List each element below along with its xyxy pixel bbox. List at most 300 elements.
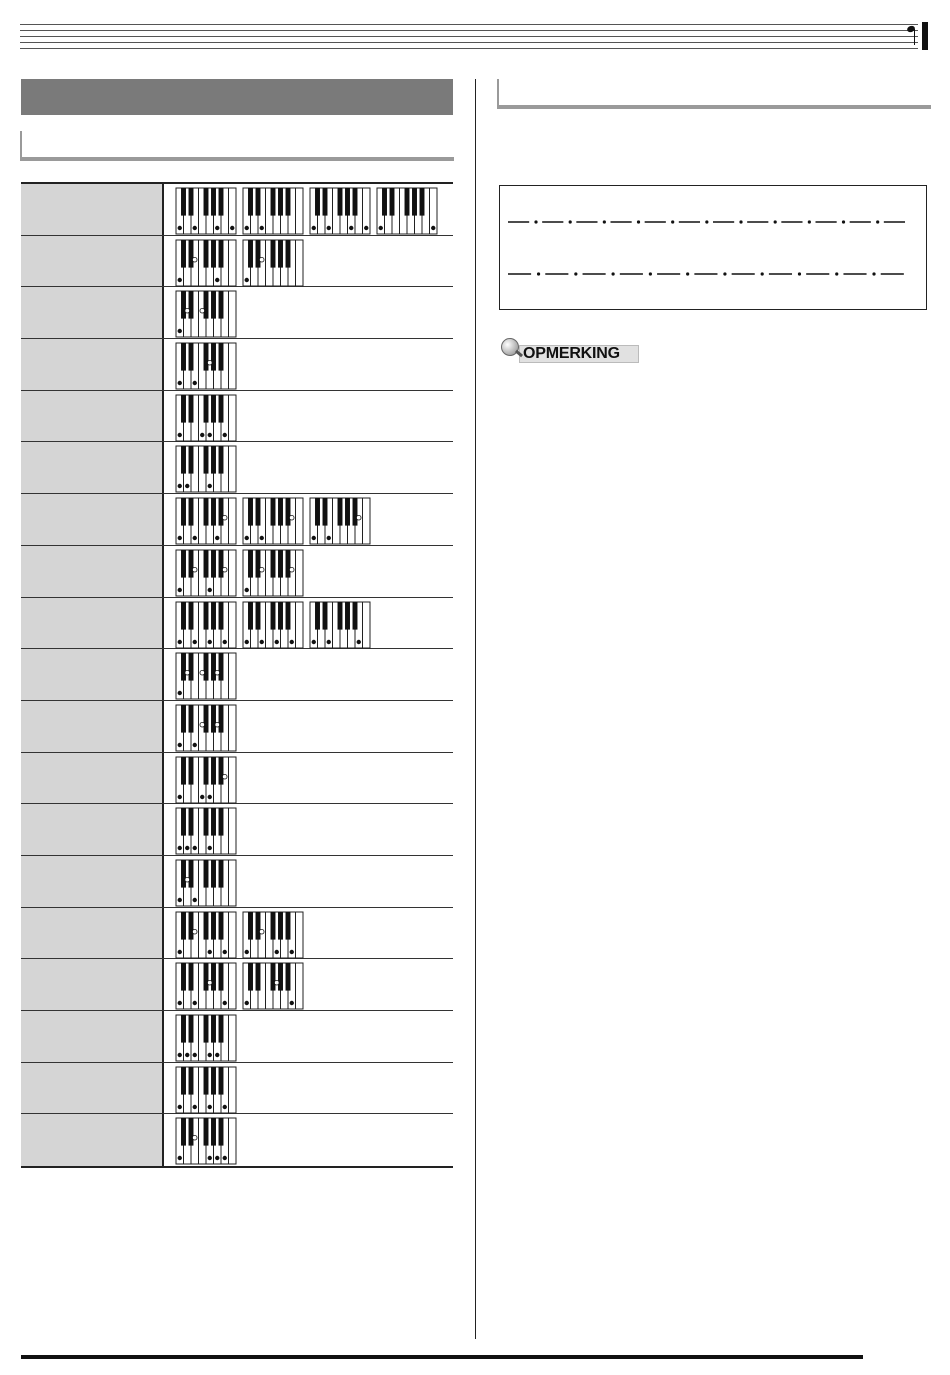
black-key <box>181 757 186 785</box>
finger-dot <box>260 639 264 643</box>
finger-dot-black-key <box>259 929 264 934</box>
finger-dot <box>200 794 204 798</box>
keyboard-diagram <box>175 187 237 235</box>
finger-dot <box>178 1156 182 1160</box>
chord-row <box>21 494 453 546</box>
chord-row <box>21 1011 453 1063</box>
finger-dot <box>312 639 316 643</box>
black-key <box>204 343 209 371</box>
keyboard-diagram <box>175 756 237 804</box>
white-key <box>296 188 304 234</box>
finger-dot <box>223 433 227 437</box>
chord-name-cell <box>21 546 164 597</box>
finger-dot <box>178 949 182 953</box>
keyboard-diagram <box>376 187 438 235</box>
fingering-dot <box>808 220 811 223</box>
finger-dot <box>208 949 212 953</box>
black-key <box>204 1015 209 1043</box>
chord-row <box>21 804 453 856</box>
finger-dot <box>178 381 182 385</box>
fingering-dot <box>774 220 777 223</box>
chord-name-cell <box>21 701 164 752</box>
black-key <box>181 1118 186 1146</box>
white-key <box>363 602 371 648</box>
black-key <box>353 188 358 216</box>
finger-dot <box>178 277 182 281</box>
finger-dot <box>178 846 182 850</box>
chord-name-cell <box>21 856 164 907</box>
black-key <box>211 653 216 681</box>
chord-diagrams-cell <box>164 701 453 752</box>
black-key <box>338 498 343 526</box>
chord-name-cell <box>21 184 164 235</box>
black-key <box>189 498 194 526</box>
fingering-dot <box>574 272 577 275</box>
finger-dot <box>178 691 182 695</box>
chord-diagrams-cell <box>164 959 453 1010</box>
finger-dot-black-key <box>185 877 190 882</box>
chord-name-cell <box>21 804 164 855</box>
finger-dot <box>245 1001 249 1005</box>
chord-row <box>21 1063 453 1115</box>
black-key <box>219 1118 224 1146</box>
fingering-dot <box>723 272 726 275</box>
white-key <box>229 395 237 441</box>
black-key <box>211 860 216 888</box>
black-key <box>211 291 216 319</box>
black-key <box>315 188 320 216</box>
finger-dot <box>178 1104 182 1108</box>
chord-diagrams-cell <box>164 598 453 649</box>
black-key <box>219 188 224 216</box>
chord-table <box>21 182 453 1168</box>
black-key <box>248 498 253 526</box>
finger-dot <box>208 1053 212 1057</box>
note-label-text: OPMERKING <box>523 345 620 362</box>
chord-row <box>21 701 453 753</box>
black-key <box>219 602 224 630</box>
black-key <box>189 808 194 836</box>
black-key <box>189 757 194 785</box>
black-key <box>256 912 261 940</box>
fingering-dot <box>671 220 674 223</box>
chord-diagrams-cell <box>164 1063 453 1114</box>
fingering-dot <box>534 220 537 223</box>
finger-dot-black-key <box>192 567 197 572</box>
left-subheading-frame <box>20 131 454 161</box>
finger-dot <box>208 433 212 437</box>
finger-dot <box>208 794 212 798</box>
finger-dot-black-key <box>259 567 264 572</box>
white-key <box>296 498 304 544</box>
white-key <box>229 343 237 389</box>
finger-dot <box>178 433 182 437</box>
black-key <box>181 912 186 940</box>
finger-dot-black-key <box>200 671 205 676</box>
finger-dot-black-key <box>259 257 264 262</box>
black-key <box>181 291 186 319</box>
keyboard-diagram <box>175 1117 237 1165</box>
finger-dot-black-key <box>200 309 205 314</box>
black-key <box>211 1118 216 1146</box>
black-key <box>204 808 209 836</box>
white-key <box>229 291 237 337</box>
black-key <box>204 498 209 526</box>
black-key <box>181 860 186 888</box>
white-key <box>296 550 304 596</box>
finger-dot <box>178 743 182 747</box>
chord-row <box>21 908 453 960</box>
chord-diagrams-cell <box>164 1114 453 1166</box>
finger-dot-black-key <box>192 929 197 934</box>
black-key <box>271 240 276 268</box>
black-key <box>278 498 283 526</box>
black-key <box>181 808 186 836</box>
keyboard-diagram <box>242 601 304 649</box>
fingering-dot <box>798 272 801 275</box>
black-key <box>219 808 224 836</box>
black-key <box>181 343 186 371</box>
fingering-dot <box>842 220 845 223</box>
keyboard-diagram <box>175 911 237 959</box>
fingering-dot <box>637 220 640 223</box>
black-key <box>181 395 186 423</box>
black-key <box>338 188 343 216</box>
column-divider <box>475 79 476 1339</box>
right-subheading-frame <box>497 79 931 109</box>
finger-dot <box>290 639 294 643</box>
finger-dot <box>178 898 182 902</box>
black-key <box>204 602 209 630</box>
chord-row <box>21 1114 453 1166</box>
black-key <box>189 1118 194 1146</box>
black-key <box>248 550 253 578</box>
keyboard-diagram <box>309 187 371 235</box>
white-key <box>229 1118 237 1164</box>
finger-dot <box>185 484 189 488</box>
staff-header-decoration <box>20 22 928 50</box>
finger-dot <box>364 226 368 230</box>
chord-name-cell <box>21 287 164 338</box>
white-key <box>296 912 304 958</box>
black-key <box>286 912 291 940</box>
black-key <box>353 602 358 630</box>
black-key <box>211 498 216 526</box>
chord-row <box>21 598 453 650</box>
chord-name-cell <box>21 908 164 959</box>
black-key <box>286 240 291 268</box>
white-key <box>229 963 237 1009</box>
fingering-dot <box>872 272 875 275</box>
finger-dot <box>208 1104 212 1108</box>
fingering-dot <box>739 220 742 223</box>
black-key <box>181 1067 186 1095</box>
black-key <box>323 498 328 526</box>
black-key <box>323 602 328 630</box>
finger-dot-black-key <box>215 671 220 676</box>
black-key <box>204 653 209 681</box>
black-key <box>204 550 209 578</box>
finger-dot <box>178 1053 182 1057</box>
chord-name-cell <box>21 1011 164 1062</box>
fingering-dot <box>612 272 615 275</box>
white-key <box>229 653 237 699</box>
finger-dot <box>193 898 197 902</box>
keyboard-diagram <box>175 394 237 442</box>
chord-diagrams-cell <box>164 856 453 907</box>
black-key <box>271 550 276 578</box>
fingering-dot <box>603 220 606 223</box>
black-key <box>189 550 194 578</box>
white-key <box>229 446 237 492</box>
finger-dot <box>260 226 264 230</box>
white-key <box>229 912 237 958</box>
finger-dot <box>230 226 234 230</box>
black-key <box>271 963 276 991</box>
bottom-rule <box>21 1355 863 1359</box>
finger-dot <box>215 226 219 230</box>
keyboard-diagram <box>175 704 237 752</box>
white-key <box>229 1015 237 1061</box>
finger-dot <box>193 1001 197 1005</box>
black-key <box>189 1067 194 1095</box>
finger-dot-black-key <box>356 516 361 521</box>
keyboard-diagram <box>242 497 304 545</box>
black-key <box>211 343 216 371</box>
black-key <box>412 188 417 216</box>
black-key <box>189 291 194 319</box>
finger-dot-black-key <box>185 671 190 676</box>
finger-dot <box>178 588 182 592</box>
black-key <box>204 757 209 785</box>
white-key <box>229 757 237 803</box>
finger-dot <box>223 1001 227 1005</box>
black-key <box>338 602 343 630</box>
black-key <box>315 498 320 526</box>
black-key <box>219 963 224 991</box>
black-key <box>219 757 224 785</box>
chord-name-cell <box>21 598 164 649</box>
black-key <box>219 705 224 733</box>
finger-dot <box>223 639 227 643</box>
black-key <box>271 498 276 526</box>
chord-diagrams-cell <box>164 442 453 493</box>
chord-row <box>21 546 453 598</box>
staff-end-bar <box>922 22 928 50</box>
chord-name-cell <box>21 1114 164 1166</box>
black-key <box>181 963 186 991</box>
chord-name-cell <box>21 442 164 493</box>
fingering-dot <box>761 272 764 275</box>
black-key <box>353 498 358 526</box>
black-key <box>189 860 194 888</box>
finger-dot <box>193 846 197 850</box>
fingering-dot <box>649 272 652 275</box>
chord-diagrams-cell <box>164 287 453 338</box>
chord-diagrams-cell <box>164 339 453 390</box>
black-key <box>219 1067 224 1095</box>
chord-name-cell <box>21 236 164 287</box>
finger-dot <box>193 639 197 643</box>
black-key <box>286 550 291 578</box>
finger-dot-black-key <box>289 567 294 572</box>
finger-dot <box>275 639 279 643</box>
finger-dot-black-key <box>192 257 197 262</box>
black-key <box>189 705 194 733</box>
keyboard-diagram <box>175 601 237 649</box>
black-key <box>189 1015 194 1043</box>
finger-dot-black-key <box>185 309 190 314</box>
black-key <box>189 653 194 681</box>
black-key <box>189 240 194 268</box>
chord-row <box>21 184 453 236</box>
black-key <box>219 343 224 371</box>
finger-dot-black-key <box>222 516 227 521</box>
black-key <box>219 291 224 319</box>
black-key <box>271 188 276 216</box>
black-key <box>278 240 283 268</box>
chord-name-cell <box>21 339 164 390</box>
black-key <box>211 1015 216 1043</box>
finger-dot <box>245 949 249 953</box>
finger-dot-black-key <box>289 516 294 521</box>
black-key <box>211 757 216 785</box>
white-key <box>229 808 237 854</box>
finger-dot <box>357 639 361 643</box>
black-key <box>211 963 216 991</box>
fingering-dot <box>686 272 689 275</box>
chord-diagrams-cell <box>164 391 453 442</box>
finger-dot <box>349 226 353 230</box>
black-key <box>204 705 209 733</box>
black-key <box>181 240 186 268</box>
finger-dot <box>290 949 294 953</box>
black-key <box>278 550 283 578</box>
black-key <box>420 188 425 216</box>
black-key <box>204 912 209 940</box>
black-key <box>181 550 186 578</box>
finger-dot <box>327 639 331 643</box>
keyboard-diagram <box>175 962 237 1010</box>
finger-dot <box>215 1156 219 1160</box>
fingering-diagram <box>500 186 926 309</box>
finger-dot <box>208 1156 212 1160</box>
finger-dot <box>290 1001 294 1005</box>
fingering-dot <box>705 220 708 223</box>
finger-dot-black-key <box>222 774 227 779</box>
black-key <box>405 188 410 216</box>
white-key <box>229 1067 237 1113</box>
finger-dot <box>327 226 331 230</box>
finger-dot <box>327 536 331 540</box>
chord-diagrams-cell <box>164 649 453 700</box>
white-key <box>363 498 371 544</box>
finger-dot <box>185 846 189 850</box>
black-key <box>286 498 291 526</box>
finger-dot <box>275 949 279 953</box>
finger-dot <box>193 1104 197 1108</box>
finger-dot <box>223 1156 227 1160</box>
white-key <box>296 240 304 286</box>
black-key <box>189 912 194 940</box>
keyboard-diagram <box>175 807 237 855</box>
black-key <box>219 1015 224 1043</box>
black-key <box>278 188 283 216</box>
chord-row <box>21 959 453 1011</box>
black-key <box>219 446 224 474</box>
fingering-dot <box>537 272 540 275</box>
chord-name-cell <box>21 494 164 545</box>
white-key <box>229 550 237 596</box>
fingering-dot <box>569 220 572 223</box>
chord-name-cell <box>21 959 164 1010</box>
black-key <box>248 963 253 991</box>
chord-row <box>21 442 453 494</box>
black-key <box>315 602 320 630</box>
black-key <box>204 395 209 423</box>
black-key <box>286 602 291 630</box>
black-key <box>286 188 291 216</box>
black-key <box>204 1118 209 1146</box>
black-key <box>189 395 194 423</box>
keyboard-diagram <box>175 239 237 287</box>
white-key <box>229 602 237 648</box>
finger-dot <box>215 1053 219 1057</box>
black-key <box>248 240 253 268</box>
black-key <box>211 395 216 423</box>
fingering-dot <box>876 220 879 223</box>
finger-dot-black-key <box>192 1136 197 1141</box>
keyboard-diagram <box>242 187 304 235</box>
black-key <box>219 912 224 940</box>
keyboard-diagram <box>175 342 237 390</box>
finger-dot-black-key <box>207 981 212 986</box>
chord-name-cell <box>21 1063 164 1114</box>
keyboard-diagram <box>309 601 371 649</box>
chord-diagrams-cell <box>164 184 453 235</box>
black-key <box>211 705 216 733</box>
finger-dot <box>312 226 316 230</box>
black-key <box>278 912 283 940</box>
finger-dot <box>208 846 212 850</box>
keyboard-diagram <box>175 859 237 907</box>
black-key <box>382 188 387 216</box>
chord-row <box>21 339 453 391</box>
black-key <box>189 963 194 991</box>
finger-dot <box>178 1001 182 1005</box>
chord-diagrams-cell <box>164 1011 453 1062</box>
finger-dot <box>215 536 219 540</box>
chord-diagrams-cell <box>164 546 453 597</box>
music-note-icon <box>914 29 915 45</box>
black-key <box>181 653 186 681</box>
finger-dot <box>245 536 249 540</box>
chord-row <box>21 391 453 443</box>
finger-dot <box>178 536 182 540</box>
keyboard-diagram <box>242 239 304 287</box>
finger-dot <box>185 1053 189 1057</box>
finger-dot <box>208 588 212 592</box>
finger-dot <box>178 794 182 798</box>
finger-dot <box>245 588 249 592</box>
black-key <box>181 188 186 216</box>
finger-dot-black-key <box>207 360 212 365</box>
black-key <box>211 1067 216 1095</box>
finger-dot <box>245 639 249 643</box>
black-key <box>345 498 350 526</box>
chord-diagrams-cell <box>164 804 453 855</box>
black-key <box>256 602 261 630</box>
